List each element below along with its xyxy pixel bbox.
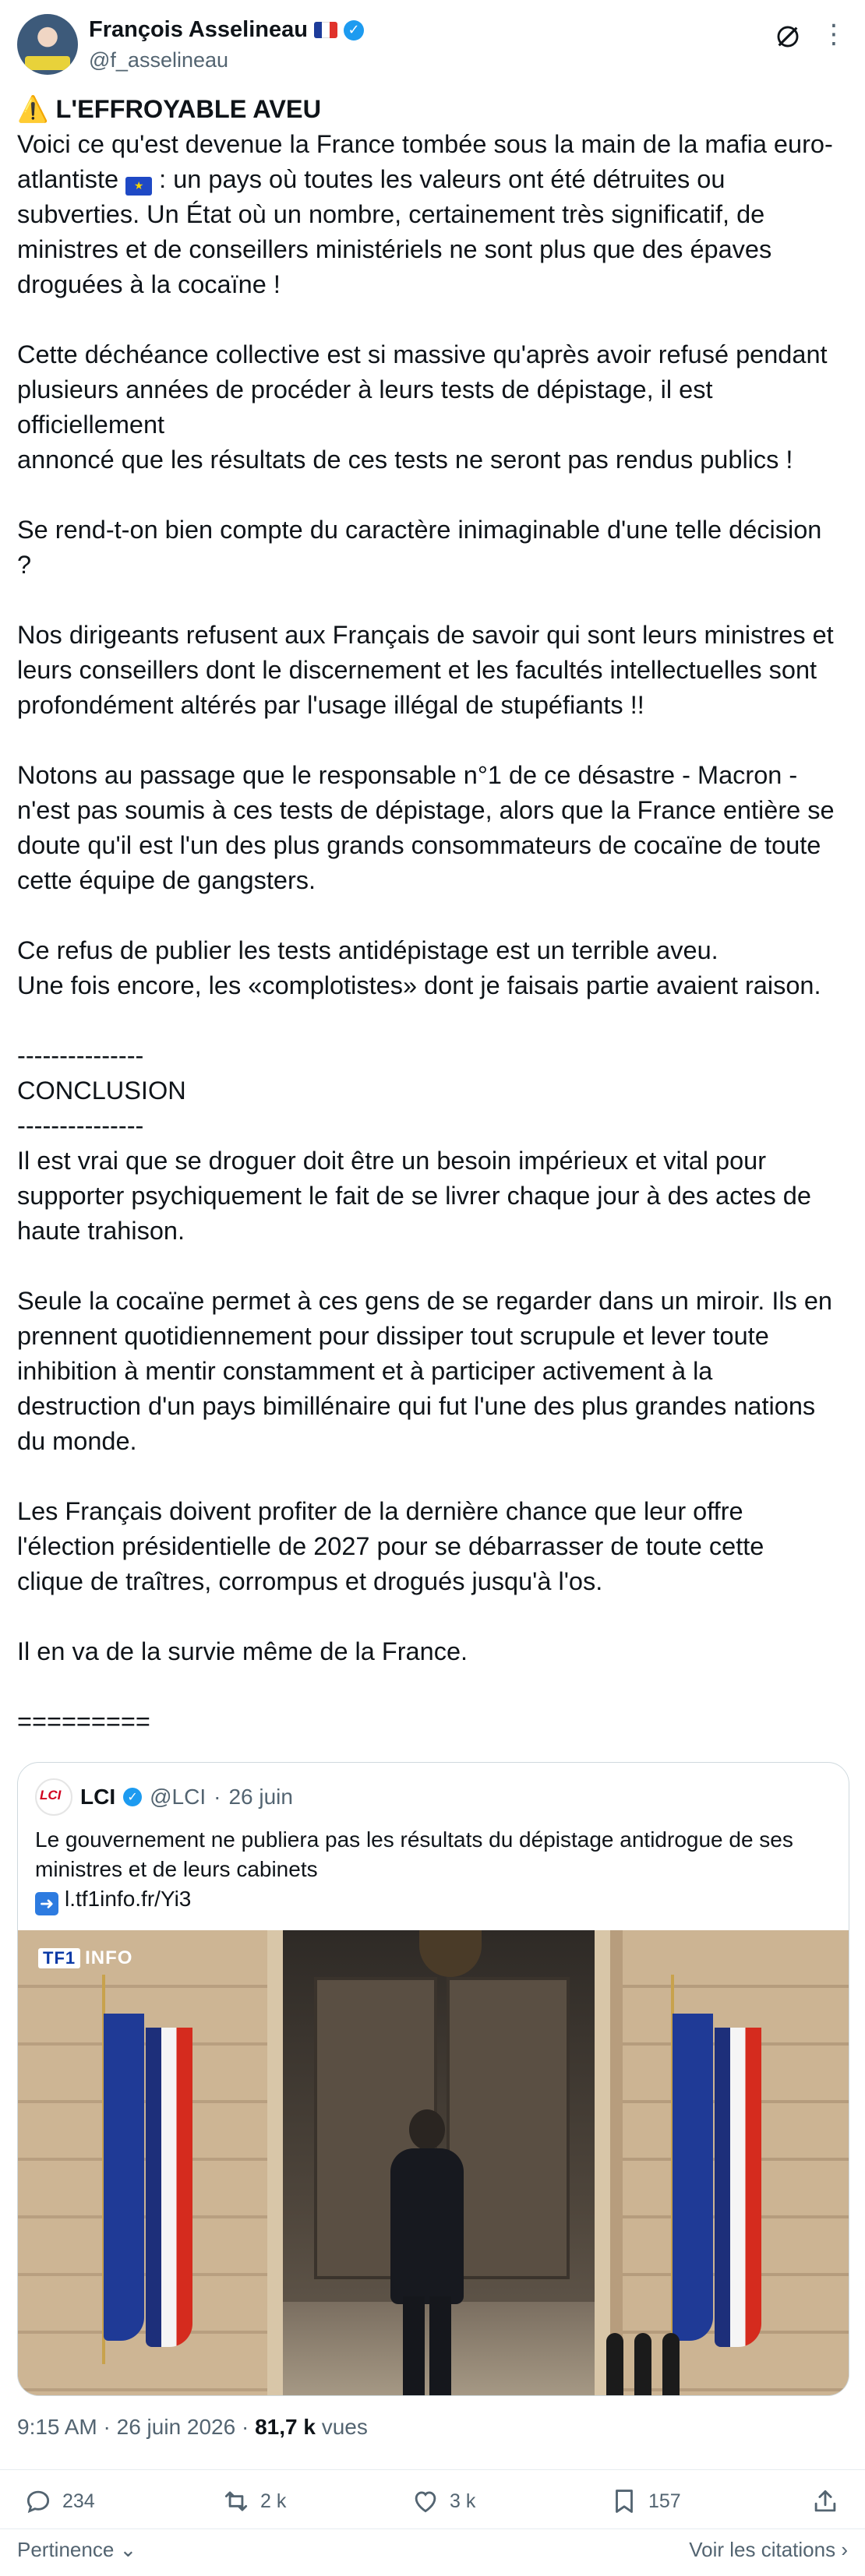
repost-icon [221, 2486, 251, 2516]
share-button[interactable] [810, 2486, 840, 2516]
quoted-tweet-image[interactable] [18, 1930, 849, 2395]
paragraph-10: Il en va de la survie même de la France. [17, 1637, 468, 1665]
warning-icon: ⚠️ [17, 95, 49, 123]
paragraph-4: Nos dirigeants refusent aux Français de savoir qui sont leurs ministres et leurs conseillers dont le discernement et les facultés intellectuelles sont profondément altérés par l'usage illégal de stupéfiants !! [17, 621, 834, 719]
like-button[interactable] [411, 2486, 475, 2516]
paragraph-8: Seule la cocaïne permet à ces gens de se regarder dans un miroir. Ils en prennent quotidiennement pour dissiper tout scrupule et lever toute inhibition à mentir constamment et à participer activement à la destruction d'un pays bimillénaire qui fut l'une des plus grandes nations du monde. [17, 1287, 832, 1455]
tweet-text [17, 92, 848, 1739]
separator-dot: · [241, 2415, 256, 2439]
lci-avatar[interactable]: LCI [35, 1778, 72, 1816]
french-flag-icon [314, 22, 337, 38]
verified-badge-icon: ✓ [344, 20, 364, 41]
separator-dot: · [214, 1785, 221, 1809]
quotes-link-label: Voir les citations [689, 2538, 836, 2561]
quoted-text-line: ministres et de leurs cabinets [35, 1857, 318, 1881]
quoted-tweet-header [35, 1778, 293, 1816]
separator-dot: · [103, 2415, 117, 2439]
chevron-down-icon: ⌄ [119, 2538, 137, 2561]
verified-badge-icon: ✓ [123, 1788, 142, 1806]
paragraph-2: Cette déchéance collective est si massive qu'après avoir refusé pendant plusieurs années de procéder à leurs tests de dépistage, il est officiellement annoncé que les résultats de ces tests ne seront pas rendus publics ! [17, 340, 828, 474]
quotes-link[interactable] [689, 2538, 848, 2562]
microphones [606, 2325, 684, 2395]
like-count: 3 k [450, 2490, 476, 2512]
tweet-title: L'EFFROYABLE AVEU [55, 95, 322, 123]
tweet-meta [17, 2415, 368, 2440]
tf1-info-watermark: TF1 INFO [38, 1947, 132, 1969]
more-options-icon[interactable]: ⋮ [821, 19, 848, 49]
reply-count: 234 [62, 2490, 95, 2512]
author-avatar[interactable] [17, 14, 78, 75]
person-walking [384, 2109, 470, 2395]
quoted-link[interactable]: l.tf1info.fr/Yi3 [65, 1887, 192, 1911]
author-handle[interactable]: @f_asselineau [89, 48, 229, 72]
grok-icon[interactable] [775, 23, 801, 50]
quoted-tweet-date[interactable]: 26 juin [228, 1785, 293, 1809]
quoted-tweet-card[interactable] [17, 1762, 849, 2396]
reply-footer [17, 2538, 848, 2569]
tweet-time[interactable]: 9:15 AM [17, 2415, 97, 2439]
paragraph-9: Les Français doivent profiter de la dernière chance que leur offre l'élection présidentielle de 2027 pour se débarrasser de toute cette clique de traîtres, corrompus et drogués jusqu'à l'os. [17, 1497, 764, 1595]
repost-button[interactable] [221, 2486, 286, 2516]
tweet-header [17, 14, 848, 76]
flags-right [673, 2014, 713, 2341]
tweet-date[interactable]: 26 juin 2026 [116, 2415, 236, 2439]
tweet-title-line [17, 92, 848, 127]
flags-left [104, 2014, 144, 2341]
paragraph-6: Ce refus de publier les tests antidépistage est un terrible aveu. Une fois encore, les «complotistes» dont je faisais partie avaient raison. [17, 936, 821, 999]
sort-dropdown[interactable] [17, 2538, 136, 2562]
repost-count: 2 k [260, 2490, 287, 2512]
share-icon [810, 2486, 840, 2516]
views-count: 81,7 k [255, 2415, 316, 2439]
divider [0, 2469, 865, 2470]
bookmark-button[interactable] [609, 2486, 681, 2516]
divider [0, 2528, 865, 2529]
paragraph-5: Notons au passage que le responsable n°1 de ce désastre - Macron - n'est pas soumis à ces tests de dépistage, alors que la France entière se doute qu'il est l'un des plus grands consommateurs de cocaïne de toute cette équipe de gangsters. [17, 761, 835, 894]
eu-flag-icon: ★ [125, 177, 152, 196]
paragraph-conclusion: --------------- CONCLUSION --------------- Il est vrai que se droguer doit être un besoin impérieux et vital pour supporter psychiquement le fait de se livrer chaque jour à des actes de haute trahison. [17, 1041, 811, 1245]
quoted-author-handle[interactable]: @LCI [150, 1785, 207, 1809]
paragraph-1: Voici ce qu'est devenue la France tombée sous la main de la mafia euro- atlantiste ★ : un pays où toutes les valeurs ont été détruites ou subverties. Un État où un nombre, certainement très significatif, de ministres et de conseillers ministériels ne sont plus que des épaves droguées à la cocaïne ! [17, 130, 833, 298]
quoted-link-line [35, 1884, 830, 1915]
action-bar [17, 2486, 848, 2525]
reply-icon [23, 2486, 53, 2516]
paragraph-3: Se rend-t-on bien compte du caractère inimaginable d'une telle décision ? [17, 516, 822, 579]
right-arrow-icon: ➜ [35, 1892, 58, 1915]
chevron-right-icon: › [841, 2538, 848, 2561]
views-label: vues [321, 2415, 368, 2439]
bookmark-icon [609, 2486, 639, 2516]
quoted-text-line: Le gouvernement ne publiera pas les résultats du dépistage antidrogue de ses [35, 1827, 793, 1852]
quoted-author-name[interactable]: LCI [80, 1785, 116, 1809]
author-name-row [89, 17, 364, 43]
bookmark-count: 157 [648, 2490, 681, 2512]
reply-button[interactable] [23, 2486, 95, 2516]
quoted-tweet-text [35, 1825, 830, 1915]
sort-label: Pertinence [17, 2538, 115, 2561]
paragraph-separator: ========= [17, 1707, 150, 1736]
heart-icon [411, 2486, 440, 2516]
author-name[interactable]: François Asselineau [89, 17, 308, 42]
